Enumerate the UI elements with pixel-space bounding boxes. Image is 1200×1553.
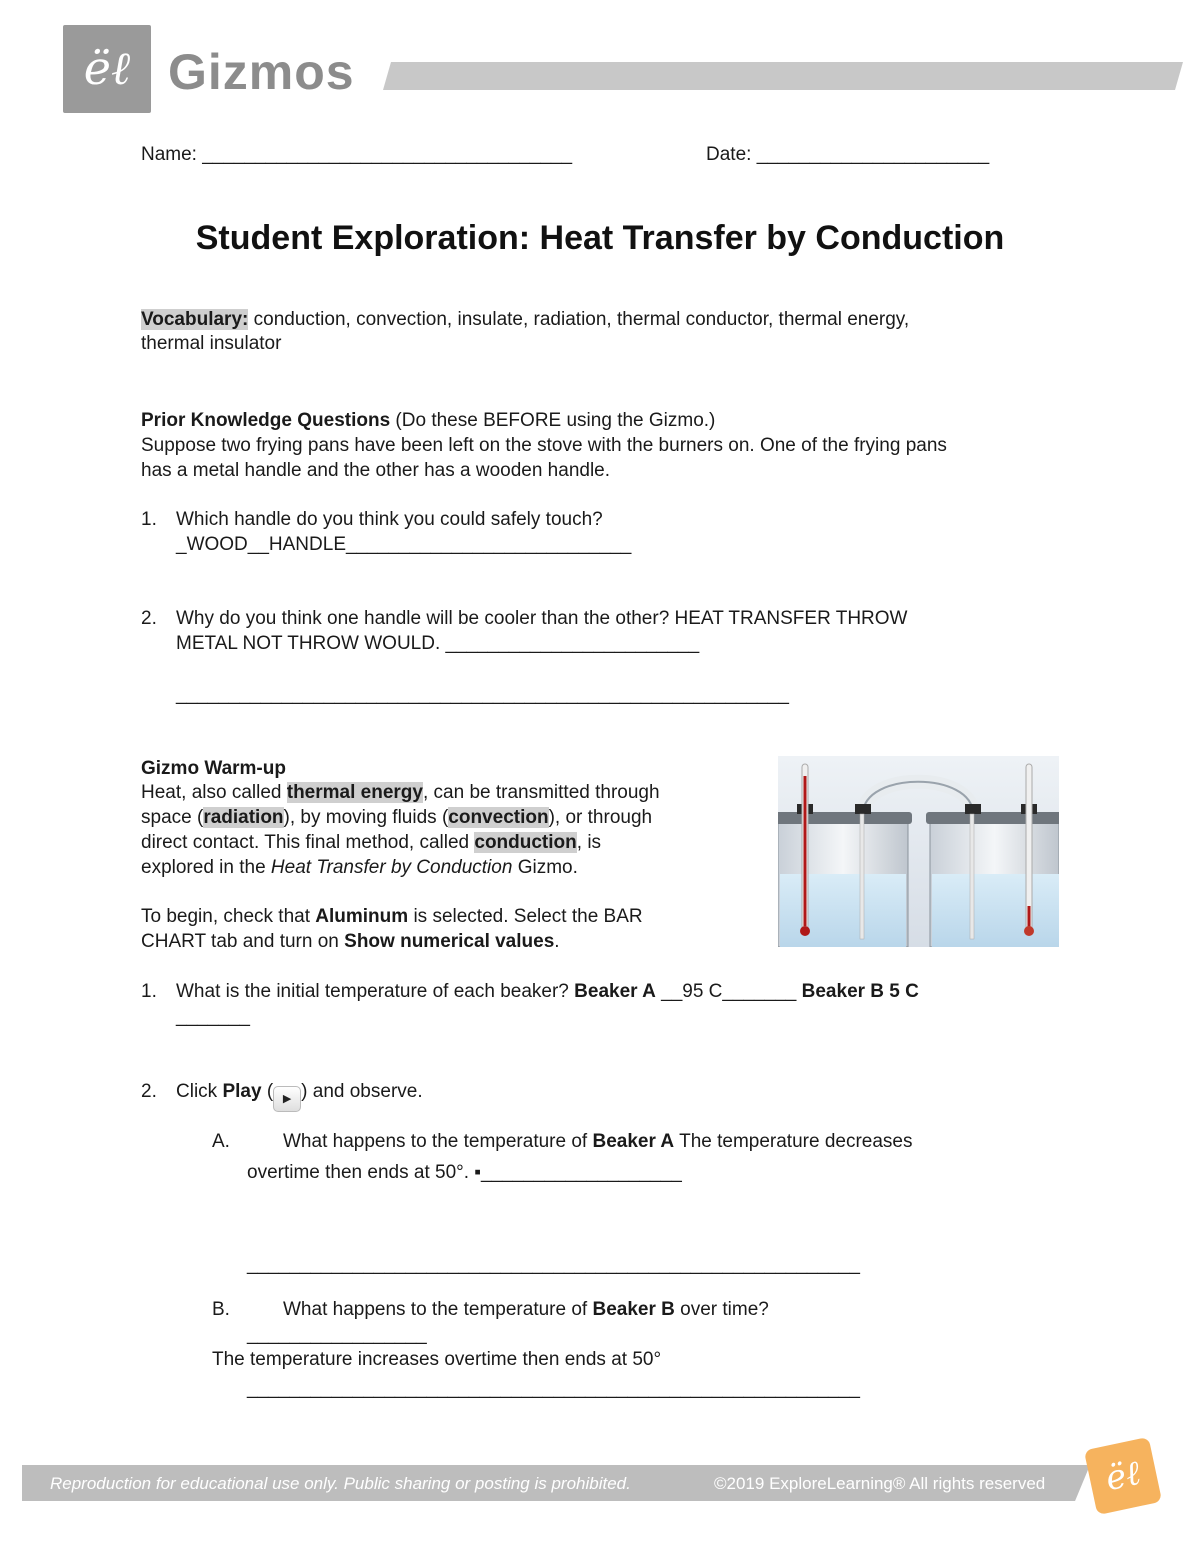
warmup-q2: [176, 1080, 423, 1112]
prior-q2-text: Why do you think one handle will be cooler than the other? HEAT TRANSFER THROW: [176, 608, 908, 629]
part-a-blank: __________________________________________________________: [247, 1254, 860, 1275]
beaker-a-label: Beaker A: [574, 981, 656, 1002]
prior-q2-number: 2.: [141, 608, 157, 629]
warmup-para-line-4: [141, 856, 578, 880]
prior-q1-answer: _WOOD__HANDLE___________________________: [176, 534, 632, 555]
name-field: Name: ___________________________________: [141, 144, 573, 165]
text: explored in the: [141, 857, 271, 878]
text: space (: [141, 807, 204, 828]
text: , can be transmitted through: [422, 782, 660, 803]
text: Click: [176, 1081, 223, 1102]
warmup-q1-blank: _______: [176, 1006, 250, 1027]
text: .: [554, 931, 560, 952]
prior-q1-text: Which handle do you think you could safely touch?: [176, 509, 603, 530]
play-term: Play: [222, 1081, 262, 1102]
explorelearning-footer-logo-icon: ëℓ: [1084, 1437, 1162, 1515]
text: over time?: [674, 1299, 769, 1320]
term-radiation: radiation: [203, 807, 284, 828]
text: ), by moving fluids (: [283, 807, 449, 828]
warmup-para-line-1: [141, 781, 660, 805]
beaker-b-label: Beaker B: [801, 981, 885, 1002]
part-a-letter: A.: [212, 1131, 230, 1152]
warmup-heading-text: Gizmo Warm-up: [141, 758, 286, 779]
vocabulary-line-1: [141, 308, 909, 332]
text: What happens to the temperature of: [283, 1131, 593, 1152]
prior-q2-blank: __________________________________________________________: [176, 684, 789, 705]
part-b-question: [283, 1298, 769, 1322]
explorelearning-logo-icon: ëℓ: [83, 41, 131, 95]
part-a-answer-line-2: overtime then ends at 50°. ▪___________________: [247, 1162, 682, 1183]
text: What is the initial temperature of each beaker?: [176, 981, 575, 1002]
vocabulary-line-2: thermal insulator: [141, 333, 282, 354]
text: (: [261, 1081, 274, 1102]
beaker-a-label: Beaker A: [592, 1131, 675, 1152]
text: What happens to the temperature of: [283, 1299, 593, 1320]
text: , is: [576, 832, 602, 853]
header-bar: [383, 62, 1183, 90]
term-conduction: conduction: [474, 832, 577, 853]
prior-q1-number: 1.: [141, 509, 157, 530]
beakers-figure: [778, 756, 1059, 947]
gizmo-name: Heat Transfer by Conduction: [270, 857, 513, 878]
text: direct contact. This final method, called: [141, 832, 475, 853]
text: ) and observe.: [301, 1081, 423, 1102]
prior-heading: [141, 409, 715, 433]
prior-heading-note: (Do these BEFORE using the Gizmo.): [390, 410, 716, 431]
text: To begin, check that: [141, 906, 316, 927]
show-numerical-values-term: Show numerical values: [344, 931, 555, 952]
warmup-q2-number: 2.: [141, 1081, 157, 1102]
footer-reproduction-note: Reproduction for educational use only. Public sharing or posting is prohibited.: [50, 1474, 631, 1493]
text: is selected. Select the BAR: [408, 906, 643, 927]
beaker-a-answer: __95 C_______: [655, 981, 802, 1002]
prior-intro-2: has a metal handle and the other has a wooden handle.: [141, 460, 611, 481]
term-thermal-energy: thermal energy: [286, 782, 423, 803]
play-icon: ▶: [273, 1086, 301, 1112]
warmup-para-line-2: [141, 806, 652, 830]
vocabulary-terms: conduction, convection, insulate, radiation, thermal conductor, thermal energy,: [248, 309, 910, 330]
prior-intro-1: Suppose two frying pans have been left on the stove with the burners on. One of the frying pans: [141, 435, 947, 456]
part-b-answer: The temperature increases overtime then ends at 50°: [212, 1349, 662, 1370]
warmup-heading: [141, 757, 286, 781]
footer-copyright: ©2019 ExploreLearning® All rights reserved: [714, 1474, 1046, 1493]
date-field: Date: ______________________: [706, 144, 990, 165]
text: CHART tab and turn on: [141, 931, 345, 952]
text: ), or through: [548, 807, 653, 828]
term-convection: convection: [448, 807, 549, 828]
part-b-blank-1: _________________: [247, 1324, 427, 1345]
beakers-illustration-icon: [778, 756, 1059, 947]
warmup-q1: [176, 980, 919, 1004]
aluminum-term: Aluminum: [315, 906, 409, 927]
prior-heading-title: Prior Knowledge Questions: [141, 410, 391, 431]
warmup-para-line-5: [141, 905, 643, 929]
page-title: Student Exploration: Heat Transfer by Conduction: [195, 219, 1005, 257]
text: Heat, also called: [141, 782, 287, 803]
part-b-blank-2: __________________________________________________________: [247, 1378, 860, 1399]
prior-q2-answer: METAL NOT THROW WOULD. ________________________: [176, 633, 700, 654]
part-b-letter: B.: [212, 1299, 230, 1320]
warmup-q1-number: 1.: [141, 981, 157, 1002]
part-a-question: [283, 1130, 913, 1154]
beaker-b-label: Beaker B: [592, 1299, 675, 1320]
vocabulary-label: Vocabulary:: [141, 309, 249, 330]
part-a-answer: The temperature decreases: [674, 1131, 913, 1152]
text: Gizmo.: [512, 857, 578, 878]
beaker-b-answer: 5 C: [884, 981, 919, 1002]
brand-name: Gizmos: [168, 44, 355, 100]
warmup-para-line-6: [141, 930, 560, 954]
warmup-para-line-3: [141, 831, 601, 855]
